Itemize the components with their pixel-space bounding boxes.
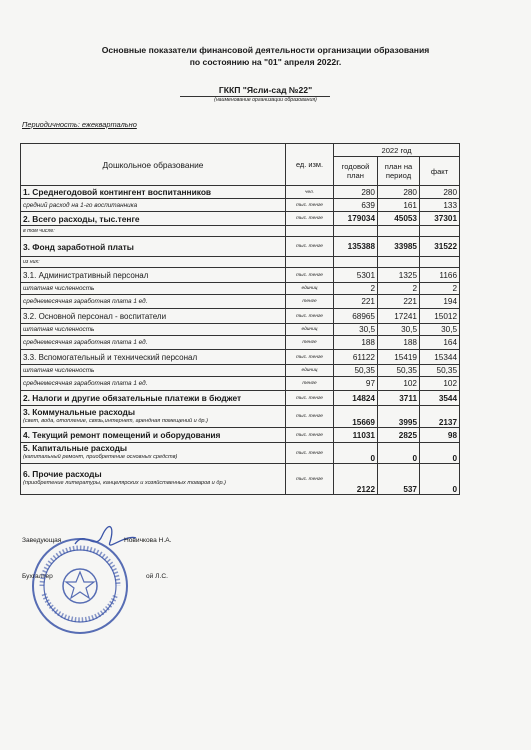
- row-unit: тыс. тенге: [286, 309, 334, 324]
- row-period: 17241: [378, 309, 420, 324]
- row-period: 161: [378, 199, 420, 212]
- row-unit: тыс. тенге: [286, 268, 334, 283]
- periodicity: Периодичность: ежеквартально: [22, 120, 137, 129]
- row-name: 1. Среднегодовой контингент воспитанников: [21, 186, 286, 199]
- row-name: 3. Фонд заработной платы: [21, 237, 286, 257]
- row-name: из них:: [21, 257, 286, 268]
- row-fact: 30,5: [420, 324, 460, 336]
- row-unit: единиц: [286, 283, 334, 295]
- organization-note: (наименование организации образования): [214, 97, 317, 103]
- row-fact: 50,35: [420, 365, 460, 377]
- accountant-label: Бухгалтер: [22, 573, 53, 580]
- row-unit: тенге: [286, 295, 334, 309]
- row-fact: 102: [420, 377, 460, 391]
- row-unit: тыс. тенге: [286, 391, 334, 406]
- row-plan: 135388: [334, 237, 378, 257]
- row-plan: 15669: [334, 406, 378, 428]
- row-plan: 61122: [334, 350, 378, 365]
- row-unit: тенге: [286, 377, 334, 391]
- row-name: [21, 464, 286, 495]
- table-row: [21, 237, 460, 257]
- row-fact: 15344: [420, 350, 460, 365]
- table-row: [21, 336, 460, 350]
- header-name: Дошкольное образование: [21, 144, 286, 186]
- row-fact: 164: [420, 336, 460, 350]
- row-plan: 221: [334, 295, 378, 309]
- table-row: [21, 324, 460, 336]
- row-plan: 97: [334, 377, 378, 391]
- row-note: (свет, вода, отопление, связь,интернет, арендная помещений и др.): [23, 417, 208, 424]
- row-period: 0: [378, 443, 420, 464]
- header-fact: факт: [420, 157, 460, 186]
- row-plan: [334, 257, 378, 268]
- header-year: 2022 год: [334, 144, 460, 157]
- row-fact: 15012: [420, 309, 460, 324]
- row-fact: 194: [420, 295, 460, 309]
- row-unit: тыс. тенге: [286, 212, 334, 226]
- row-name: средний расход на 1-го воспитанника: [21, 199, 286, 212]
- row-plan: 179034: [334, 212, 378, 226]
- table-row: [21, 377, 460, 391]
- table-row: [21, 199, 460, 212]
- row-unit: тыс. тенге: [286, 428, 334, 443]
- row-title: 6. Прочие расходы: [23, 469, 102, 479]
- row-plan: 0: [334, 443, 378, 464]
- row-fact: 3544: [420, 391, 460, 406]
- row-fact: 2137: [420, 406, 460, 428]
- row-plan: 50,35: [334, 365, 378, 377]
- row-fact: 37301: [420, 212, 460, 226]
- table-row: [21, 391, 460, 406]
- row-fact: 1166: [420, 268, 460, 283]
- row-plan: 2: [334, 283, 378, 295]
- head-label: Заведующая: [22, 537, 62, 544]
- header-period: план на период: [378, 157, 420, 186]
- row-period: 102: [378, 377, 420, 391]
- header-plan: годовой план: [334, 157, 378, 186]
- row-name: штатная численность: [21, 365, 286, 377]
- row-name: 2. Всего расходы, тыс.тенге: [21, 212, 286, 226]
- row-unit: тыс. тенге: [286, 464, 334, 495]
- row-period: 1325: [378, 268, 420, 283]
- row-period: 3995: [378, 406, 420, 428]
- row-plan: 639: [334, 199, 378, 212]
- table-row: [21, 257, 460, 268]
- row-unit: [286, 257, 334, 268]
- row-period: [378, 226, 420, 237]
- row-unit: тыс. тенге: [286, 350, 334, 365]
- row-fact: 133: [420, 199, 460, 212]
- row-fact: 0: [420, 443, 460, 464]
- table-row: [21, 350, 460, 365]
- financial-table: [20, 143, 460, 495]
- table-row: [21, 268, 460, 283]
- row-period: 221: [378, 295, 420, 309]
- table-row: [21, 295, 460, 309]
- row-note: (приобретение литературы, канцелярских и хозяйственных товаров и др.): [23, 480, 226, 486]
- row-name: штатная численность: [21, 283, 286, 295]
- head-name: Новичкова Н.А.: [124, 537, 172, 544]
- row-period: 280: [378, 186, 420, 199]
- row-unit: единиц: [286, 365, 334, 377]
- row-unit: тыс. тенге: [286, 443, 334, 464]
- row-name: среднемесячная заработная плата 1 ед.: [21, 377, 286, 391]
- row-period: 50,35: [378, 365, 420, 377]
- row-name: 4. Текущий ремонт помещений и оборудования: [21, 428, 286, 443]
- row-period: [378, 257, 420, 268]
- row-fact: 280: [420, 186, 460, 199]
- row-name: [21, 443, 286, 464]
- row-plan: 5301: [334, 268, 378, 283]
- row-plan: 30,5: [334, 324, 378, 336]
- row-unit: тыс. тенге: [286, 199, 334, 212]
- row-period: 15419: [378, 350, 420, 365]
- table-row: [21, 212, 460, 226]
- row-name: среднемесячная заработная плата 1 ед.: [21, 295, 286, 309]
- row-note: (капитальный ремонт, приобретение основных средств): [23, 454, 178, 460]
- row-fact: 2: [420, 283, 460, 295]
- row-plan: 14824: [334, 391, 378, 406]
- table-row: [21, 443, 460, 464]
- row-period: 33985: [378, 237, 420, 257]
- row-plan: 280: [334, 186, 378, 199]
- row-name: 3.2. Основной персонал - воспитатели: [21, 309, 286, 324]
- row-fact: 98: [420, 428, 460, 443]
- row-period: 30,5: [378, 324, 420, 336]
- row-plan: [334, 226, 378, 237]
- row-unit: тенге: [286, 336, 334, 350]
- row-name: 3.1. Административный персонал: [21, 268, 286, 283]
- row-plan: 2122: [334, 464, 378, 495]
- accountant-name: ой Л.С.: [146, 573, 168, 580]
- table-row: [21, 428, 460, 443]
- row-fact: [420, 226, 460, 237]
- row-name: 3.3. Вспомогательный и технический персонал: [21, 350, 286, 365]
- row-name: среднемесячная заработная плата 1 ед.: [21, 336, 286, 350]
- document-title: Основные показатели финансовой деятельности организации образования по состоянию на "01" апреля 2022г.: [101, 45, 430, 67]
- row-title: 3. Коммунальные расходы: [23, 406, 135, 417]
- table-row: [21, 226, 460, 237]
- table-row: [21, 309, 460, 324]
- row-plan: 188: [334, 336, 378, 350]
- row-fact: [420, 257, 460, 268]
- table-row: [21, 365, 460, 377]
- row-unit: единиц: [286, 324, 334, 336]
- header-unit: ед. изм.: [286, 144, 334, 186]
- row-plan: 11031: [334, 428, 378, 443]
- organization-name: ГККП "Ясли-сад №22": [218, 85, 313, 95]
- table-row: [21, 186, 460, 199]
- row-name: 2. Налоги и другие обязательные платежи в бюджет: [21, 391, 286, 406]
- row-title: 5. Капитальные расходы: [23, 443, 128, 453]
- row-unit: тыс. тенге: [286, 237, 334, 257]
- row-period: 537: [378, 464, 420, 495]
- row-period: 2825: [378, 428, 420, 443]
- table-row: [21, 406, 460, 428]
- row-fact: 31522: [420, 237, 460, 257]
- row-name: в том числе:: [21, 226, 286, 237]
- row-unit: [286, 226, 334, 237]
- table-row: [21, 464, 460, 495]
- row-unit: тыс. тенге: [286, 406, 334, 428]
- table-row: [21, 283, 460, 295]
- row-name: [21, 406, 286, 428]
- row-period: 3711: [378, 391, 420, 406]
- row-name: штатная численность: [21, 324, 286, 336]
- row-fact: 0: [420, 464, 460, 495]
- row-period: 188: [378, 336, 420, 350]
- row-unit: чел.: [286, 186, 334, 199]
- row-period: 2: [378, 283, 420, 295]
- row-period: 45053: [378, 212, 420, 226]
- row-plan: 68965: [334, 309, 378, 324]
